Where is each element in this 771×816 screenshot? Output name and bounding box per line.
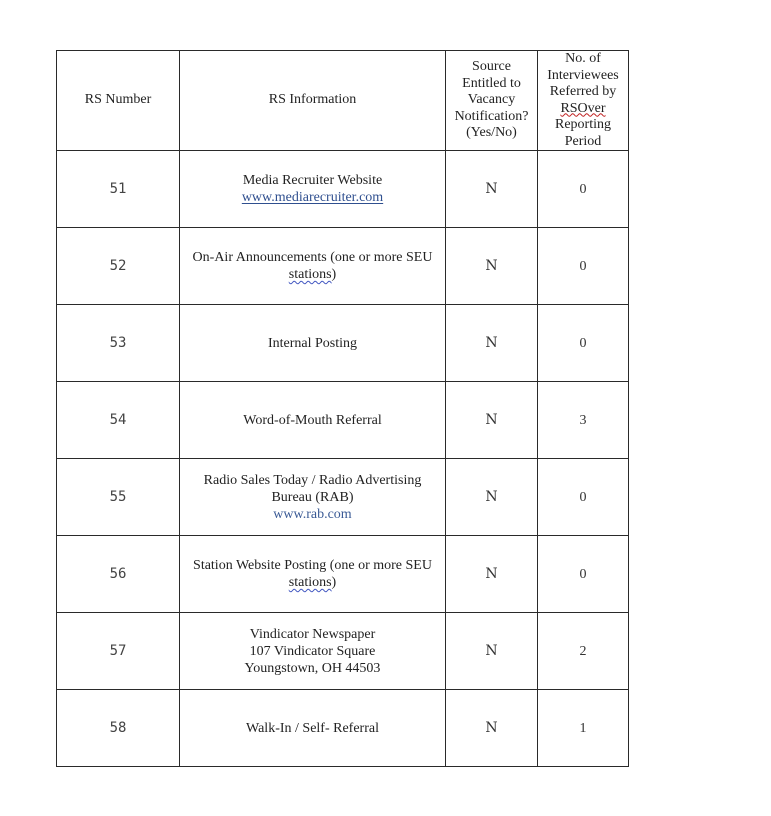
entitled-cell: N <box>446 228 538 305</box>
source-link[interactable]: www.rab.com <box>273 506 352 522</box>
count-cell: 0 <box>538 305 629 382</box>
entitled-cell: N <box>446 536 538 613</box>
rs-information-cell <box>180 536 446 613</box>
count-cell: 0 <box>538 228 629 305</box>
header-row <box>57 51 629 151</box>
rs-information-cell <box>180 305 446 382</box>
rs-information-cell <box>180 459 446 536</box>
rs-information-cell <box>180 151 446 228</box>
header-rs-information: RS Information <box>180 51 446 151</box>
source-link[interactable]: www.mediarecruiter.com <box>241 190 384 205</box>
header-text: Notification? <box>454 108 529 124</box>
source-name: Media Recruiter Website <box>242 173 383 188</box>
source-name: Vindicator Newspaper <box>249 626 376 642</box>
rs-information-cell <box>180 382 446 459</box>
header-source-entitled <box>446 51 538 151</box>
spellcheck-flagged-word: RSOver <box>560 100 606 116</box>
rs-number-cell: 53 <box>57 305 180 382</box>
rs-number-cell: 56 <box>57 536 180 613</box>
source-name: Internal Posting <box>267 335 358 351</box>
header-text: Referred by <box>549 84 617 99</box>
rs-information-cell <box>180 228 446 305</box>
source-name: Radio Sales Today / Radio Advertising <box>203 472 422 488</box>
table-row <box>57 305 629 382</box>
rs-information-cell <box>180 613 446 690</box>
spellcheck-flagged-word: stations <box>288 575 332 590</box>
count-cell: 0 <box>538 459 629 536</box>
rs-number-cell: 55 <box>57 459 180 536</box>
source-name-line2: Bureau (RAB) <box>271 489 354 505</box>
header-text: No. of <box>565 51 601 66</box>
table-row <box>57 690 629 767</box>
spellcheck-flagged-word: stations <box>288 267 332 282</box>
source-address-city: Youngstown, OH 44503 <box>244 660 381 676</box>
rs-number-cell: 57 <box>57 613 180 690</box>
source-address-line: 107 Vindicator Square <box>249 643 376 659</box>
header-text: Vacancy <box>467 92 516 108</box>
count-cell: 0 <box>538 151 629 228</box>
rs-information-cell <box>180 690 446 767</box>
count-cell: 0 <box>538 536 629 613</box>
rs-number-cell: 54 <box>57 382 180 459</box>
source-name: Word-of-Mouth Referral <box>243 412 382 428</box>
rs-number-cell: 52 <box>57 228 180 305</box>
header-text: Source <box>472 59 511 75</box>
table-row <box>57 382 629 459</box>
entitled-cell: N <box>446 151 538 228</box>
header-text: Reporting <box>555 117 611 132</box>
header-text: Interviewees <box>547 67 619 83</box>
recruitment-sources-table <box>56 50 629 767</box>
header-rs-number: RS Number <box>57 51 180 151</box>
table-row <box>57 459 629 536</box>
rs-number-cell: 51 <box>57 151 180 228</box>
table-row <box>57 151 629 228</box>
table-row <box>57 228 629 305</box>
table-row <box>57 613 629 690</box>
source-name-suffix: ) <box>331 267 337 282</box>
count-cell: 1 <box>538 690 629 767</box>
table-row <box>57 536 629 613</box>
entitled-cell: N <box>446 613 538 690</box>
count-cell: 3 <box>538 382 629 459</box>
header-interviewees-count <box>538 51 629 151</box>
header-text: (Yes/No) <box>466 125 517 141</box>
source-name: Walk-In / Self- Referral <box>246 720 379 736</box>
entitled-cell: N <box>446 690 538 767</box>
rs-number-cell: 58 <box>57 690 180 767</box>
source-name: Station Website Posting (one or more SEU <box>193 558 432 573</box>
header-text: Period <box>564 133 602 149</box>
count-cell: 2 <box>538 613 629 690</box>
source-name-suffix: ) <box>331 575 337 590</box>
header-text: Entitled to <box>462 75 521 91</box>
entitled-cell: N <box>446 459 538 536</box>
entitled-cell: N <box>446 305 538 382</box>
source-name: On-Air Announcements (one or more SEU <box>192 250 433 265</box>
entitled-cell: N <box>446 382 538 459</box>
